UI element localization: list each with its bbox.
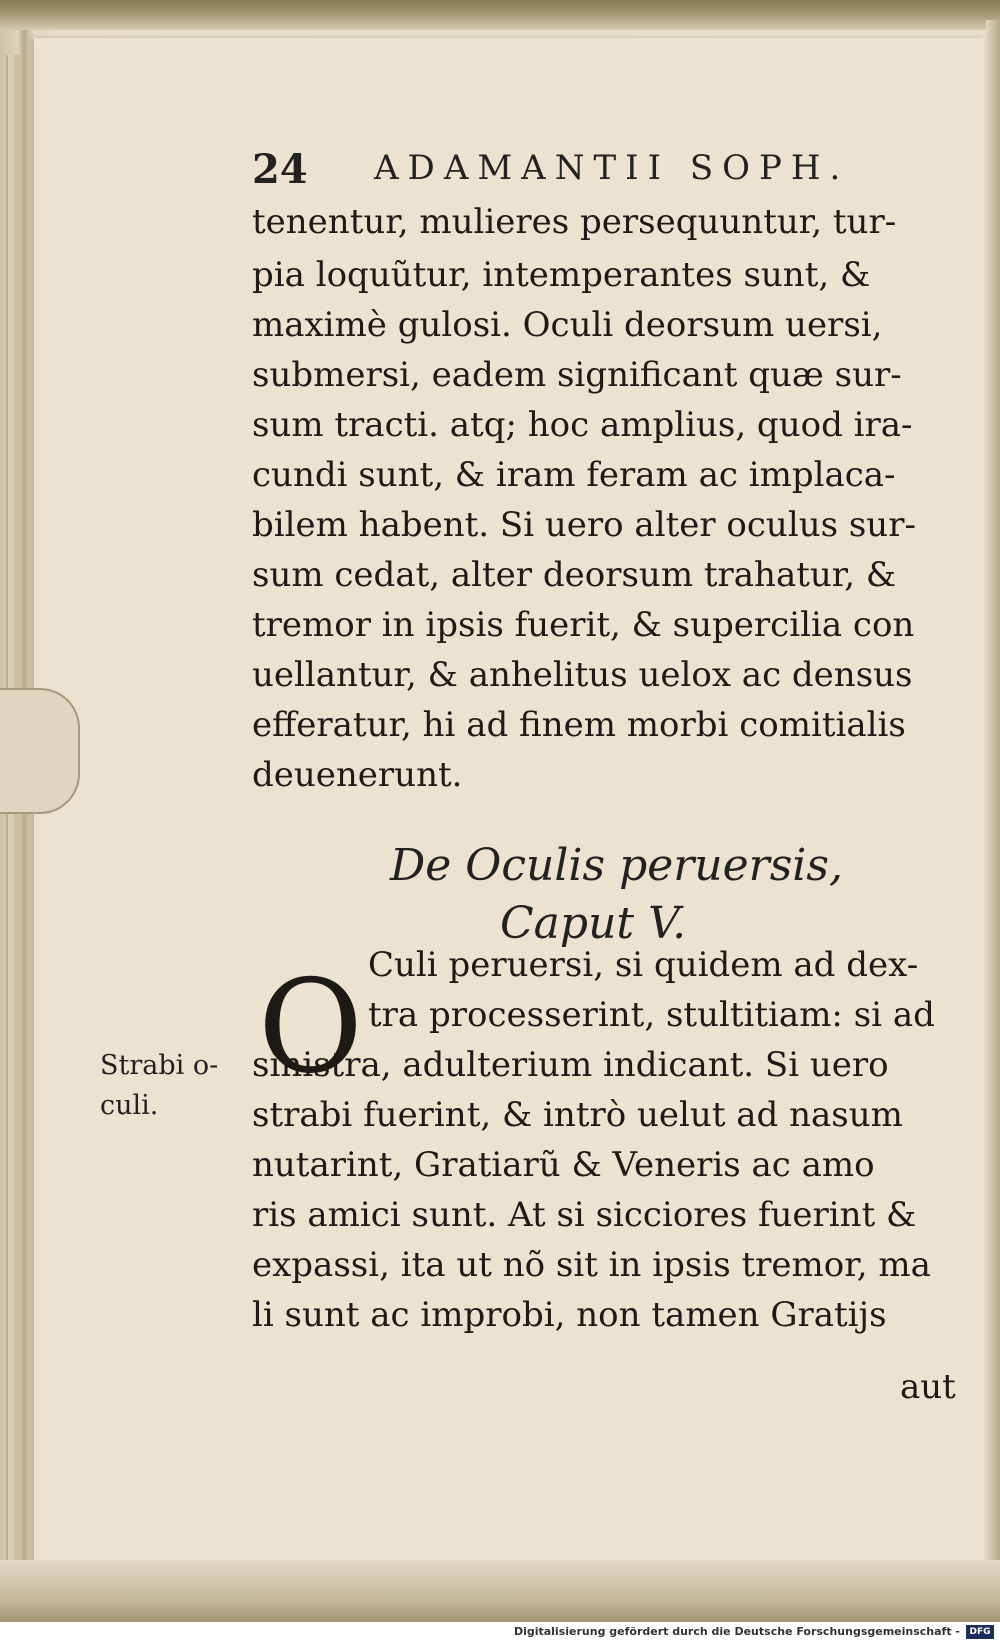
running-head-title: ADAMANTII SOPH. xyxy=(374,148,850,188)
book-right-edge xyxy=(986,20,1000,1620)
catchword: aut xyxy=(900,1367,956,1407)
book-bottom-edge xyxy=(0,1560,1000,1622)
body-line: uellantur, & anhelitus uelox ac densus xyxy=(252,655,913,695)
chapter-line: li sunt ac improbi, non tamen Gratijs xyxy=(252,1295,887,1335)
running-head xyxy=(252,142,872,202)
chapter-line: expassi, ita ut nõ sit in ipsis tremor, ma xyxy=(252,1245,931,1285)
body-line: sum cedat, alter deorsum trahatur, & xyxy=(252,555,897,595)
body-line: submersi, eadem significant quæ sur- xyxy=(252,355,902,395)
body-line: pia loquũtur, intemperantes sunt, & xyxy=(252,255,871,295)
footer-credit: Digitalisierung gefördert durch die Deutsche Forschungsgemeinschaft - xyxy=(513,1625,960,1638)
chapter-line: sinistra, adulterium indicant. Si uero xyxy=(252,1045,889,1085)
chapter-title: De Oculis peruersis, xyxy=(390,840,843,891)
chapter-line: tra processerint, stultitiam: si ad xyxy=(368,995,935,1035)
body-line: bilem habent. Si uero alter oculus sur- xyxy=(252,505,916,545)
body-line: tremor in ipsis fuerit, & supercilia con xyxy=(252,605,915,645)
folio-number: 24 xyxy=(252,146,308,193)
drop-cap: O xyxy=(258,953,363,1102)
footer-bar xyxy=(0,1622,1000,1643)
chapter-line: strabi fuerint, & intrò uelut ad nasum xyxy=(252,1095,903,1135)
chapter-line: nutarint, Gratiarũ & Veneris ac amo xyxy=(252,1145,875,1185)
book-top-edge xyxy=(0,0,1000,30)
dfg-logo: DFG xyxy=(966,1625,994,1639)
marginal-note-line: Strabi o- xyxy=(100,1050,219,1081)
body-line: efferatur, hi ad finem morbi comitialis xyxy=(252,705,906,745)
chapter-line: Culi peruersi, si quidem ad dex- xyxy=(368,945,919,985)
body-line: maximè gulosi. Oculi deorsum uersi, xyxy=(252,305,883,345)
chapter-number: Caput V. xyxy=(500,898,687,949)
body-line: sum tracti. atq; hoc amplius, quod ira- xyxy=(252,405,913,445)
body-line: deuenerunt. xyxy=(252,755,463,795)
clip-tab xyxy=(0,688,80,814)
body-line: cundi sunt, & iram feram ac implaca- xyxy=(252,455,896,495)
body-line: tenentur, mulieres persequuntur, tur- xyxy=(252,202,897,242)
marginal-note-line: culi. xyxy=(100,1090,159,1121)
chapter-line: ris amici sunt. At si sicciores fuerint & xyxy=(252,1195,917,1235)
